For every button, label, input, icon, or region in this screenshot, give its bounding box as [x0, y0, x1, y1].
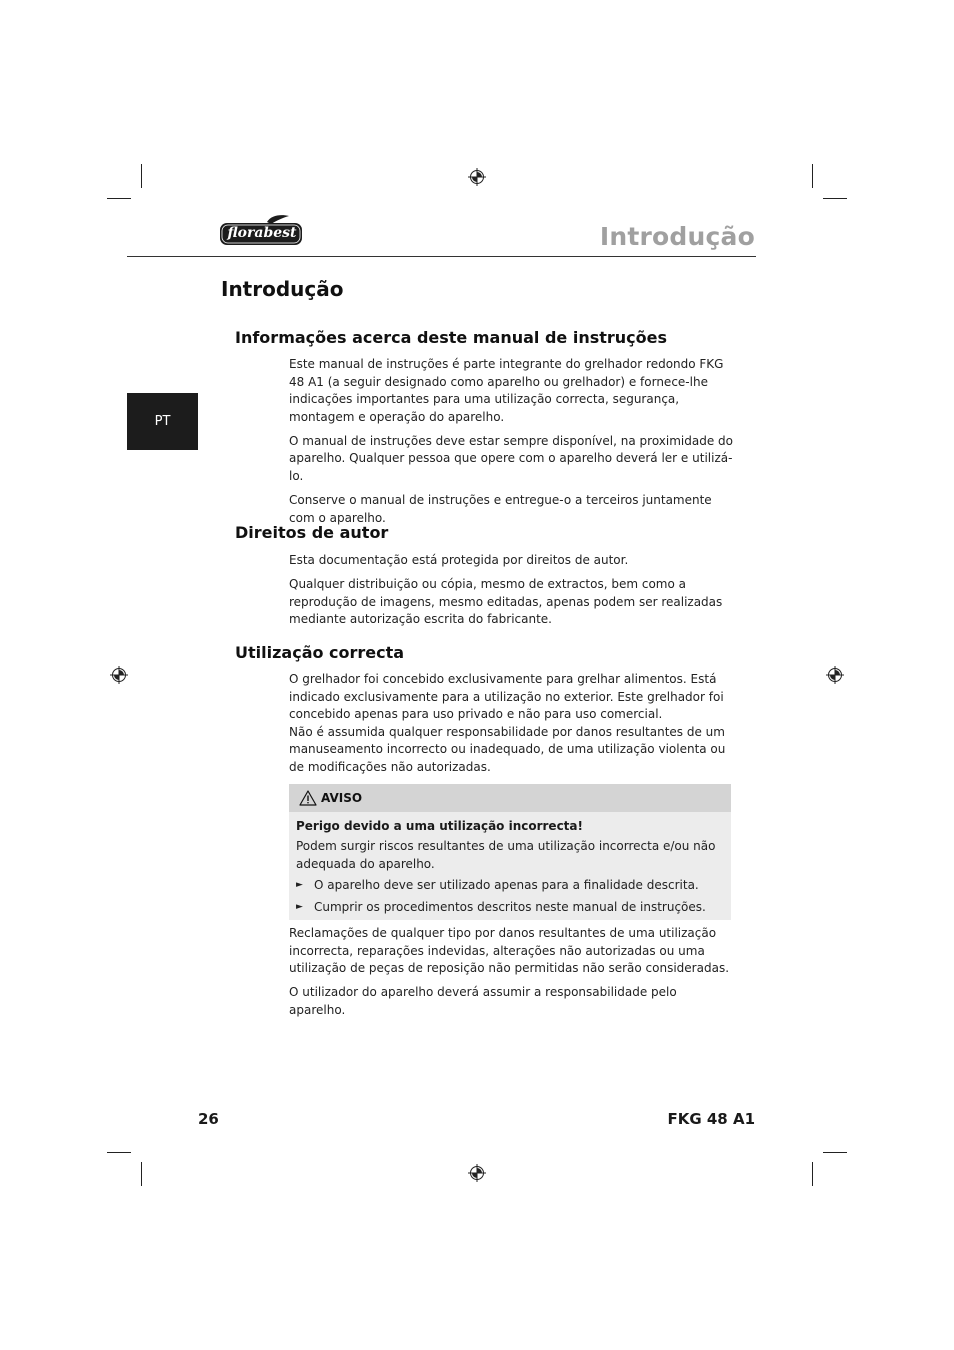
header-title: Introdução	[599, 222, 755, 251]
paragraph: Não é assumida qualquer responsabilidade por danos resultantes de um manuseamento incorrecto ou inadequado, de uma utilização violenta ou de modificações não autorizadas.	[289, 724, 726, 774]
crop-mark	[823, 1152, 847, 1153]
crop-mark	[823, 198, 847, 199]
bullet-text: O aparelho deve ser utilizado apenas para a finalidade descrita.	[314, 878, 699, 893]
brand-logo-text: florabest	[227, 225, 297, 241]
warning-triangle-icon	[299, 790, 317, 806]
paragraph: O grelhador foi concebido exclusivamente para grelhar alimentos. Está indicado exclusivamente para a utilização no exterior. Este grelhador foi concebido apenas para uso privado e não para uso comercial.	[289, 672, 724, 722]
warning-box	[289, 784, 731, 920]
section-heading: Utilização correcta	[235, 643, 405, 662]
paragraph: Esta documentação está protegida por direitos de autor.	[289, 553, 629, 567]
paragraph: Qualquer distribuição ou cópia, mesmo de extractos, bem como a reprodução de imagens, mesmo editadas, apenas podem ser realizadas mediante autorização escrita do fabricante.	[289, 577, 723, 627]
bullet-arrow-icon: ►	[296, 880, 303, 891]
page-title: Introdução	[221, 277, 344, 301]
bullet-arrow-icon: ►	[296, 902, 303, 913]
section-body	[289, 552, 734, 635]
crop-mark	[107, 1152, 131, 1153]
paragraph: O utilizador do aparelho deverá assumir a responsabilidade pelo aparelho.	[289, 985, 677, 1017]
language-tab	[127, 393, 198, 450]
header-divider	[127, 256, 756, 257]
language-tab-label: PT	[154, 414, 171, 429]
crop-mark	[141, 1162, 142, 1186]
warning-title: Perigo devido a uma utilização incorrecta!	[296, 819, 583, 833]
warning-body	[289, 812, 731, 916]
section-body	[289, 356, 734, 534]
paragraph: Este manual de instruções é parte integrante do grelhador redondo FKG 48 A1 (a seguir designado como aparelho ou grelhador) e fornece-lhe indicações importantes para uma utilização correcta, segurança, montagem e operação do aparelho.	[289, 357, 724, 424]
bullet-text: Cumprir os procedimentos descritos neste manual de instruções.	[314, 900, 706, 915]
registration-mark-icon	[468, 168, 486, 186]
section-heading: Informações acerca deste manual de instruções	[235, 328, 668, 347]
paragraph: O manual de instruções deve estar sempre disponível, na proximidade do aparelho. Qualquer pessoa que opere com o aparelho deverá ler e utilizá-lo.	[289, 433, 733, 484]
warning-bullet	[296, 899, 724, 916]
paragraph: Conserve o manual de instruções e entregue-o a terceiros juntamente com o aparelho.	[289, 493, 712, 525]
warning-text: Podem surgir riscos resultantes de uma utilização incorrecta e/ou não adequada do aparelho.	[296, 839, 716, 871]
registration-mark-icon	[826, 666, 844, 684]
registration-mark-icon	[110, 666, 128, 684]
warning-label: AVISO	[321, 791, 363, 805]
paragraph: Reclamações de qualquer tipo por danos resultantes de uma utilização incorrecta, reparações indevidas, alterações não autorizadas ou uma utilização de peças de reposição não permitidas não serão consideradas.	[289, 926, 730, 976]
crop-mark	[812, 164, 813, 188]
crop-mark	[812, 1162, 813, 1186]
crop-mark	[107, 198, 131, 199]
crop-mark	[141, 164, 142, 188]
warning-bullet	[296, 877, 724, 894]
page-number: 26	[198, 1110, 219, 1128]
closing-body	[289, 925, 734, 1026]
registration-mark-icon	[468, 1164, 486, 1182]
section-body	[289, 671, 734, 783]
section-heading: Direitos de autor	[235, 523, 389, 542]
model-number: FKG 48 A1	[667, 1110, 755, 1128]
warning-header	[289, 784, 731, 812]
